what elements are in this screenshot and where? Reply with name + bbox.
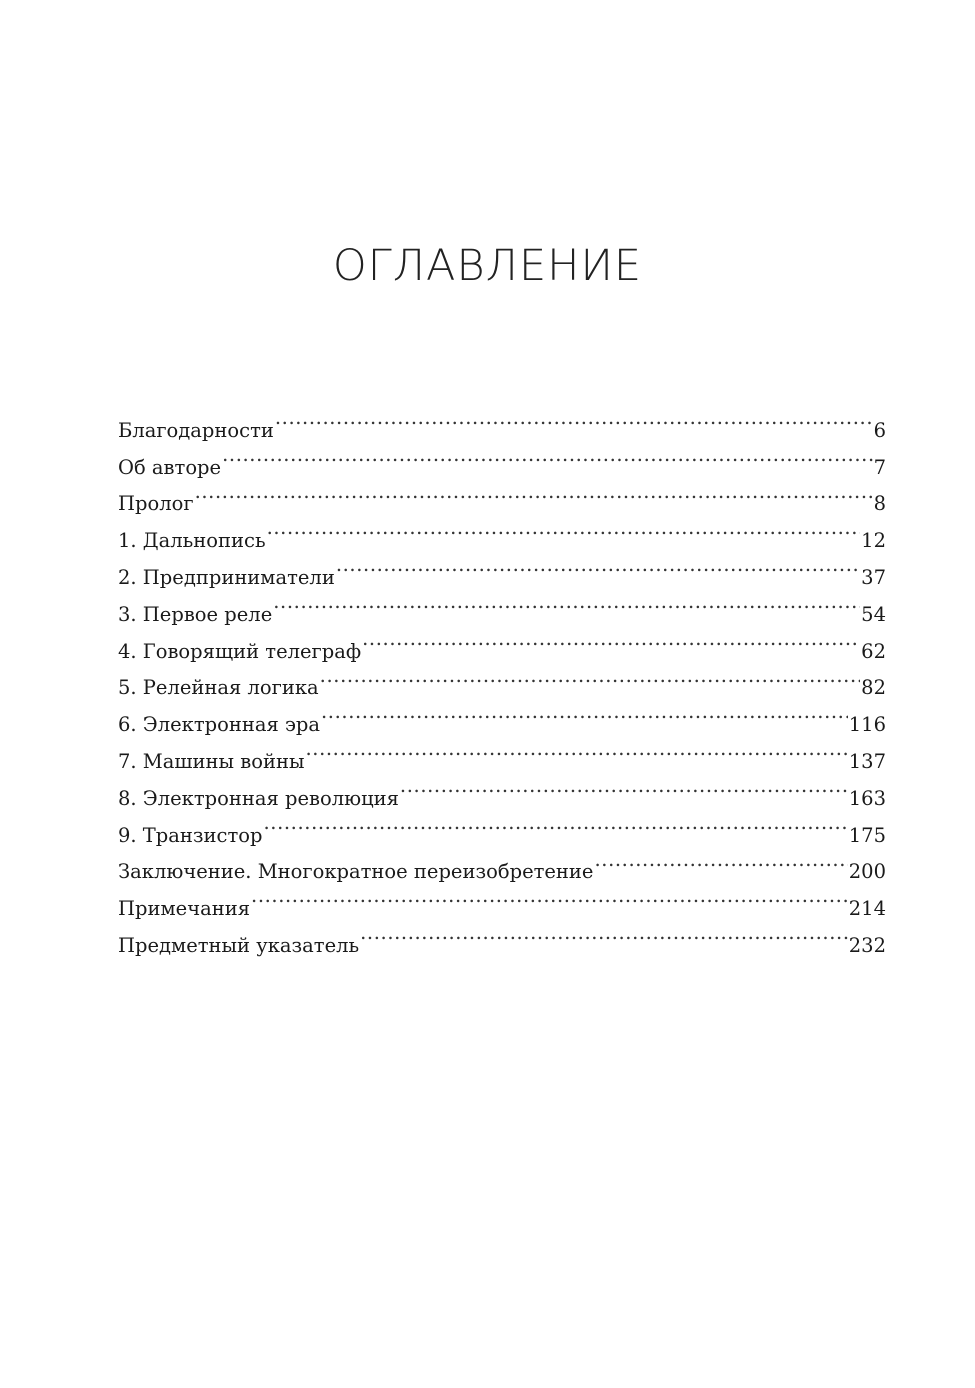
toc-entry-acknowledgements[interactable]: [118, 400, 886, 442]
toc-entry-label: 1. Дальнопись: [118, 529, 266, 553]
dot-leader: [195, 474, 873, 511]
dot-leader: [263, 805, 847, 842]
toc-entry-page-number: 175: [848, 823, 886, 847]
toc-entry-label: 3. Первое реле: [118, 602, 273, 626]
toc-entry-label: Благодарности: [118, 418, 274, 442]
dot-leader: [222, 437, 872, 474]
toc-entry-page-number: 7: [873, 455, 886, 479]
dot-leader: [275, 400, 873, 437]
toc-entry-label: 4. Говорящий телеграф: [118, 639, 362, 663]
toc-entry-label: 6. Электронная эра: [118, 713, 320, 737]
table-of-contents: [118, 400, 886, 957]
dot-leader: [336, 547, 860, 584]
dot-leader: [360, 915, 848, 952]
toc-entry-label: Предметный указатель: [118, 933, 360, 957]
dot-leader: [320, 658, 861, 695]
toc-entry-label: Пролог: [118, 492, 194, 516]
dot-leader: [251, 878, 848, 915]
page-title: ОГЛАВЛЕНИЕ: [332, 241, 643, 291]
toc-entry-page-number: 54: [861, 602, 886, 626]
dot-leader: [400, 768, 848, 805]
toc-entry-about-author[interactable]: [118, 437, 886, 479]
toc-entry-page-number: 200: [848, 860, 886, 884]
toc-entry-label: 5. Релейная логика: [118, 676, 319, 700]
dot-leader: [594, 842, 847, 879]
toc-entry-page-number: 12: [861, 529, 886, 553]
toc-entry-page-number: 62: [861, 639, 886, 663]
toc-entry-label: Заключение. Многократное переизобретение: [118, 860, 594, 884]
toc-entry-label: 8. Электронная революция: [118, 786, 399, 810]
dot-leader: [321, 694, 848, 731]
toc-entry-page-number: 137: [848, 749, 886, 773]
toc-entry-page-number: 163: [848, 786, 886, 810]
toc-entry-label: 9. Транзистор: [118, 823, 263, 847]
toc-entry-page-number: 116: [848, 713, 886, 737]
toc-entry-page-number: 214: [848, 897, 886, 921]
toc-entry-label: 7. Машины войны: [118, 749, 305, 773]
toc-entry-page-number: 6: [873, 418, 886, 442]
toc-entry-chapter-1[interactable]: [118, 510, 886, 553]
dot-leader: [362, 621, 860, 658]
toc-entry-prologue[interactable]: [118, 474, 886, 516]
dot-leader: [273, 584, 860, 621]
toc-entry-label: Примечания: [118, 897, 251, 921]
toc-entry-label: Об авторе: [118, 455, 222, 479]
dot-leader: [267, 510, 861, 547]
toc-entry-page-number: 37: [861, 565, 886, 589]
toc-entry-page-number: 8: [873, 492, 886, 516]
dot-leader: [305, 731, 847, 768]
toc-entry-page-number: 82: [861, 676, 886, 700]
toc-entry-label: 2. Предприниматели: [118, 565, 335, 589]
toc-entry-page-number: 232: [848, 933, 886, 957]
